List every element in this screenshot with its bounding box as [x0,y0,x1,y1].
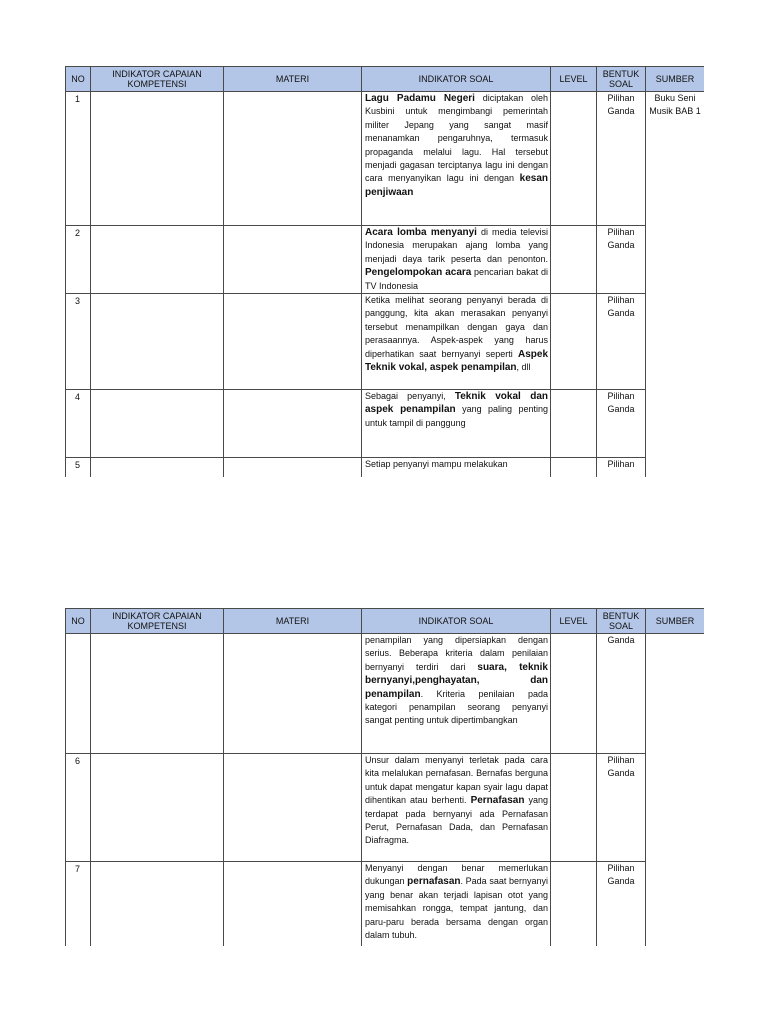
cell-indikator-soal [362,634,551,754]
bold-keyword: Aspek Teknik vokal, aspek penampilan [365,348,548,374]
cell-no: 1 [66,92,91,226]
bold-keyword: suara, teknik bernyanyi,penghayatan, dan penampilan [365,661,548,700]
soal-text: yang terdapat pada bernyanyi ada Pernafasan Perut, Pernafasan Dada, dan Pernafasan Diafragma. [365,795,548,846]
cell-bentuk-soal: Pilihan Ganda [597,294,646,390]
header-row [66,609,705,634]
table-body [66,92,705,478]
header-row [66,67,705,92]
soal-text: pencarian bakat di TV Indonesia [365,267,548,291]
header-indikator-soal: INDIKATOR SOAL [362,67,551,92]
kisi-kisi-table [65,608,704,946]
soal-text: Setiap penyanyi mampu melakukan [365,459,508,470]
cell-materi [224,634,362,754]
header-level: LEVEL [551,67,597,92]
cell-level [551,634,597,754]
bold-keyword: kesan penjiwaan [365,173,548,198]
header-level: LEVEL [551,609,597,634]
cell-indikator-soal [362,92,551,226]
cell-indikator-capaian [91,294,224,390]
cell-indikator-soal [362,754,551,862]
header-indikator-soal: INDIKATOR SOAL [362,609,551,634]
bold-keyword: Lagu Padamu Negeri [365,93,475,104]
soal-text: . Kriteria penilaian pada kategori penampilan seorang penyanyi sangat penting untuk dipertimbangkan [365,688,548,726]
bold-keyword: Teknik vokal dan aspek penampilan [365,391,548,416]
cell-materi [224,390,362,458]
cell-indikator-capaian [91,390,224,458]
table-row [66,92,705,226]
cell-bentuk-soal: Ganda [597,634,646,754]
cell-bentuk-soal: Pilihan Ganda [597,862,646,947]
cell-indikator-capaian [91,634,224,754]
kisi-kisi-table [65,66,704,477]
cell-no: 3 [66,294,91,390]
soal-text: Unsur dalam menyanyi terletak pada cara kita melalukan pernafasan. Bernafas berguna untuk dapat mengatur kapan syair lagu dapat dihentikan atau berhenti. [365,755,548,806]
cell-materi [224,92,362,226]
cell-no: 5 [66,458,91,477]
table-body [66,634,705,947]
cell-no [66,634,91,754]
header-bentuk-soal: BENTUK SOAL [597,67,646,92]
cell-indikator-capaian [91,458,224,477]
soal-text: diciptakan oleh Kusbini untuk mengimbangi pemerintah militer Jepang yang sangat masif menanamkan pengaruhnya, termasuk propaganda melalui lagu. Hal tersebut menjadi gagasan terciptanya lagu ini dengan cara menyanyikan lagu ini dengan [365,93,549,184]
cell-bentuk-soal: Pilihan Ganda [597,92,646,226]
header-materi: MATERI [224,67,362,92]
table-row [66,458,705,477]
cell-level [551,754,597,862]
cell-sumber [646,634,705,947]
header-no: NO [66,67,91,92]
cell-indikator-soal [362,390,551,458]
cell-level [551,458,597,477]
header-sumber: SUMBER [646,67,705,92]
bold-keyword: Pengelompokan acara [365,267,472,279]
cell-level [551,226,597,294]
cell-bentuk-soal: Pilihan [597,458,646,477]
soal-text: di media televisi Indonesia merupakan ajang lomba yang menjadi daya tarik peserta dan penonton. [365,227,549,264]
bold-keyword: Pernafasan [470,795,525,807]
cell-materi [224,754,362,862]
cell-indikator-soal [362,226,551,294]
cell-indikator-capaian [91,754,224,862]
cell-indikator-capaian [91,92,224,226]
cell-sumber: Buku Seni Musik BAB 1 [646,92,705,478]
cell-indikator-soal [362,458,551,477]
cell-bentuk-soal: Pilihan Ganda [597,390,646,458]
table-row [66,634,705,754]
bold-keyword: pernafasan [407,876,461,888]
cell-level [551,862,597,947]
cell-indikator-capaian [91,862,224,947]
bold-keyword: Acara lomba menyanyi [365,227,477,238]
soal-text: Ketika melihat seorang penyanyi berada di panggung, kita akan merasakan penyanyi tersebut menampilkan dengan gaya dan perasaannya. Aspek-aspek yang harus diperhatikan saat bernyanyi seperti [365,295,548,359]
soal-text: yang paling penting untuk tampil di panggung [365,404,548,428]
cell-no: 7 [66,862,91,947]
table-row [66,754,705,862]
cell-bentuk-soal: Pilihan Ganda [597,226,646,294]
cell-level [551,390,597,458]
header-materi: MATERI [224,609,362,634]
cell-no: 4 [66,390,91,458]
soal-text: , dll [516,362,531,373]
soal-text: Menyanyi dengan benar memerlukan dukungan [365,863,548,887]
header-indikator-capaian: INDIKATOR CAPAIAN KOMPETENSI [91,609,224,634]
cell-indikator-soal [362,294,551,390]
cell-level [551,92,597,226]
table-row [66,390,705,458]
soal-text: Sebagai penyanyi, [365,391,455,402]
soal-text: . Pada saat bernyanyi yang benar akan terjadi lapisan otot yang memisahkan rongga, tempat jantung, dan paru-paru berada bersama dengan organ dalam tubuh. [365,876,548,941]
cell-materi [224,226,362,294]
cell-materi [224,862,362,947]
table-page-1 [65,66,704,477]
table-row [66,226,705,294]
cell-level [551,294,597,390]
header-indikator-capaian: INDIKATOR CAPAIAN KOMPETENSI [91,67,224,92]
cell-indikator-soal [362,862,551,947]
cell-materi [224,458,362,477]
header-bentuk-soal: BENTUK SOAL [597,609,646,634]
cell-indikator-capaian [91,226,224,294]
cell-no: 6 [66,754,91,862]
table-row [66,294,705,390]
soal-text: penampilan yang dipersiapkan dengan serius. Beberapa kriteria dalam penilaian bernyanyi terdiri dari [365,635,548,672]
cell-no: 2 [66,226,91,294]
header-sumber: SUMBER [646,609,705,634]
header-no: NO [66,609,91,634]
table-row [66,862,705,947]
cell-bentuk-soal: Pilihan Ganda [597,754,646,862]
cell-materi [224,294,362,390]
table-page-2 [65,608,704,946]
